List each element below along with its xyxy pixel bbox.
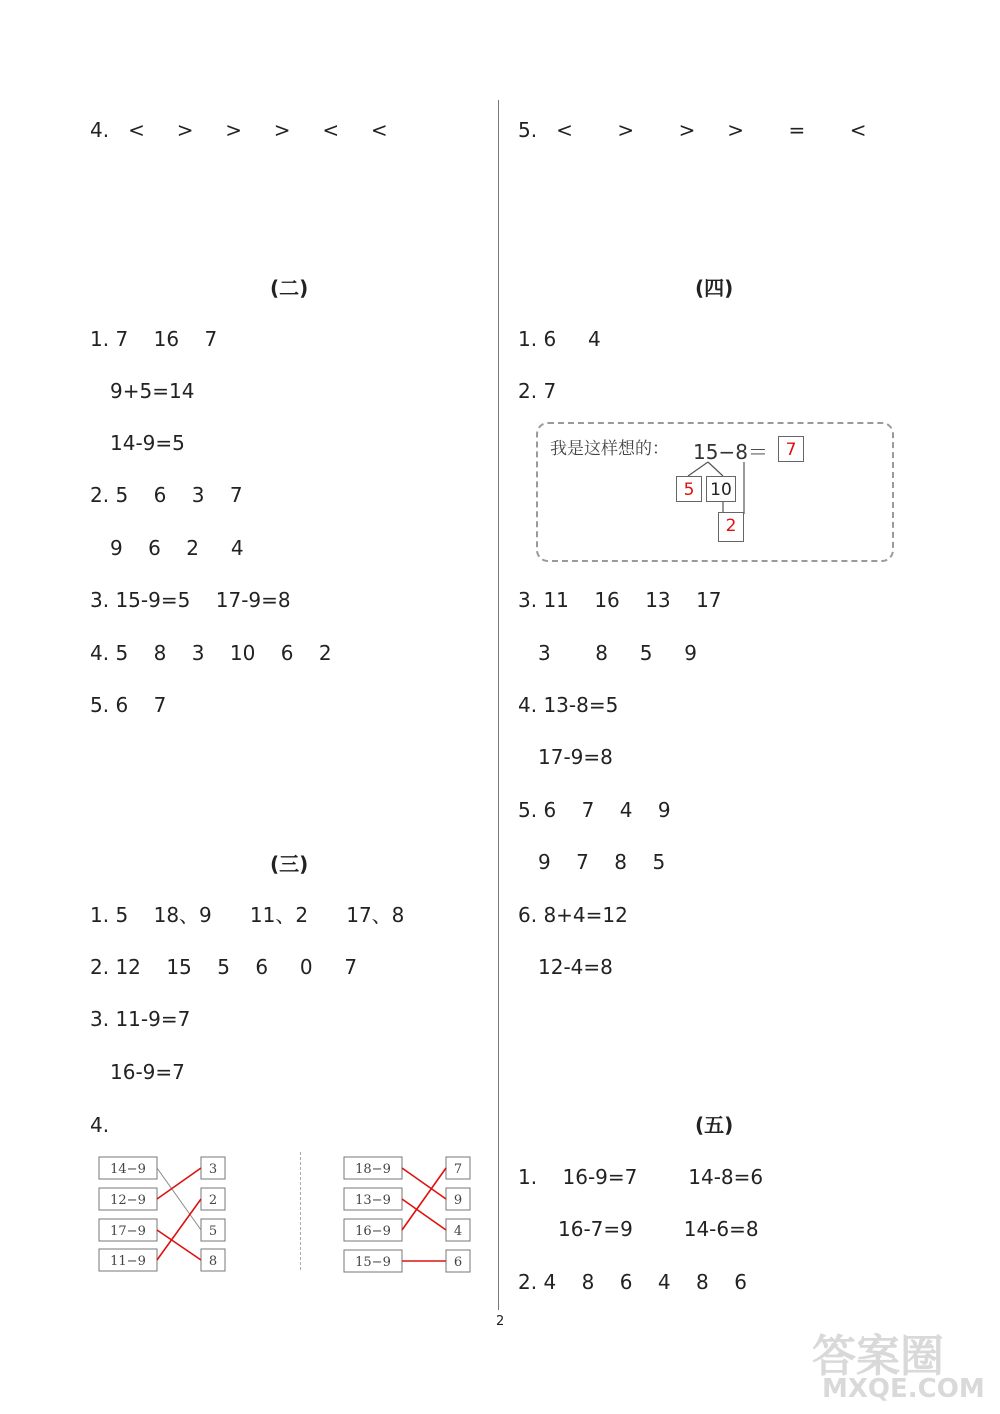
sec2-line-5: 9 6 2 4: [110, 536, 244, 560]
thinking-answer-box: 7: [778, 436, 804, 462]
match-a-link-4: [157, 1199, 201, 1260]
match-a-left-4: 11−9: [110, 1254, 146, 1269]
match-a-right-3: 5: [208, 1224, 218, 1239]
match-a-left-1: 14−9: [110, 1162, 146, 1177]
page-number: 2: [496, 1314, 505, 1329]
sec4-line-9: 6. 8+4=12: [518, 903, 628, 927]
sec3-line-3: 3. 11-9=7: [90, 1007, 191, 1031]
sec5-line-2: 16-7=9 14-6=8: [558, 1217, 759, 1241]
thinking-box: [536, 422, 894, 562]
sec4-line-6: 17-9=8: [538, 745, 613, 769]
match-b-link-1: [402, 1168, 446, 1199]
matching-separator: [300, 1152, 301, 1270]
sec2-line-3: 14-9=5: [110, 431, 185, 455]
thinking-equation: 15−8＝: [693, 440, 768, 464]
column-divider: [498, 100, 499, 1310]
sec3-line-1: 1. 5 18、9 11、2 17、8: [90, 903, 405, 927]
sec4-line-2: 2. 7: [518, 379, 557, 403]
match-b-right-2: 9: [453, 1193, 463, 1208]
watermark-logo: 答案圈: [812, 1331, 944, 1382]
section-2-heading: (二): [270, 276, 309, 300]
match-b-right-3: 4: [453, 1224, 463, 1239]
match-a-left-3: 17−9: [110, 1224, 146, 1239]
match-a-link-3: [157, 1230, 201, 1260]
matching-diagram-a: [95, 1152, 235, 1284]
result-box: 2: [718, 512, 744, 542]
left-q4-answers: 4. < > > > < <: [90, 118, 388, 142]
match-a-left-2: 12−9: [110, 1193, 146, 1208]
sec3-line-5: 4.: [90, 1113, 110, 1137]
matching-diagram-b: [340, 1152, 480, 1284]
match-a-link-1: [157, 1168, 201, 1230]
thinking-label: 我是这样想的：: [550, 439, 669, 459]
sec4-line-3: 3. 11 16 13 17: [518, 588, 722, 612]
match-b-link-3: [402, 1168, 446, 1230]
split-box-a: 5: [676, 476, 702, 502]
sec4-line-4: 3 8 5 9: [538, 641, 697, 665]
sec4-line-5: 4. 13-8=5: [518, 693, 619, 717]
match-b-left-3: 16−9: [355, 1224, 391, 1239]
match-b-link-2: [402, 1199, 446, 1230]
match-b-left-1: 18−9: [355, 1162, 391, 1177]
sec5-line-1: 1. 16-9=7 14-8=6: [518, 1165, 764, 1189]
sec2-line-2: 9+5=14: [110, 379, 195, 403]
sec4-line-8: 9 7 8 5: [538, 850, 666, 874]
sec3-line-2: 2. 12 15 5 6 0 7: [90, 955, 358, 979]
sec2-line-7: 4. 5 8 3 10 6 2: [90, 641, 332, 665]
section-4-heading: (四): [695, 276, 734, 300]
sec4-line-10: 12-4=8: [538, 955, 613, 979]
match-b-left-2: 13−9: [355, 1193, 391, 1208]
section-3-heading: (三): [270, 852, 309, 876]
match-a-right-1: 3: [208, 1162, 218, 1177]
watermark-url: MXQE.COM: [822, 1374, 985, 1404]
match-b-right-1: 7: [453, 1162, 463, 1177]
sec2-line-4: 2. 5 6 3 7: [90, 483, 243, 507]
sec5-line-3: 2. 4 8 6 4 8 6: [518, 1270, 747, 1294]
match-a-right-2: 2: [208, 1193, 218, 1208]
sec2-line-1: 1. 7 16 7: [90, 327, 218, 351]
sec2-line-8: 5. 6 7: [90, 693, 167, 717]
sec4-line-7: 5. 6 7 4 9: [518, 798, 671, 822]
sec3-line-4: 16-9=7: [110, 1060, 185, 1084]
sec4-line-1: 1. 6 4: [518, 327, 601, 351]
split-box-b: 10: [706, 476, 736, 502]
match-a-right-4: 8: [208, 1254, 218, 1269]
sec2-line-6: 3. 15-9=5 17-9=8: [90, 588, 291, 612]
right-q5-answers: 5. < > > > = <: [518, 118, 867, 142]
match-a-link-2: [157, 1168, 201, 1199]
section-5-heading: (五): [695, 1113, 734, 1137]
match-b-right-4: 6: [453, 1255, 463, 1270]
match-b-left-4: 15−9: [355, 1255, 391, 1270]
